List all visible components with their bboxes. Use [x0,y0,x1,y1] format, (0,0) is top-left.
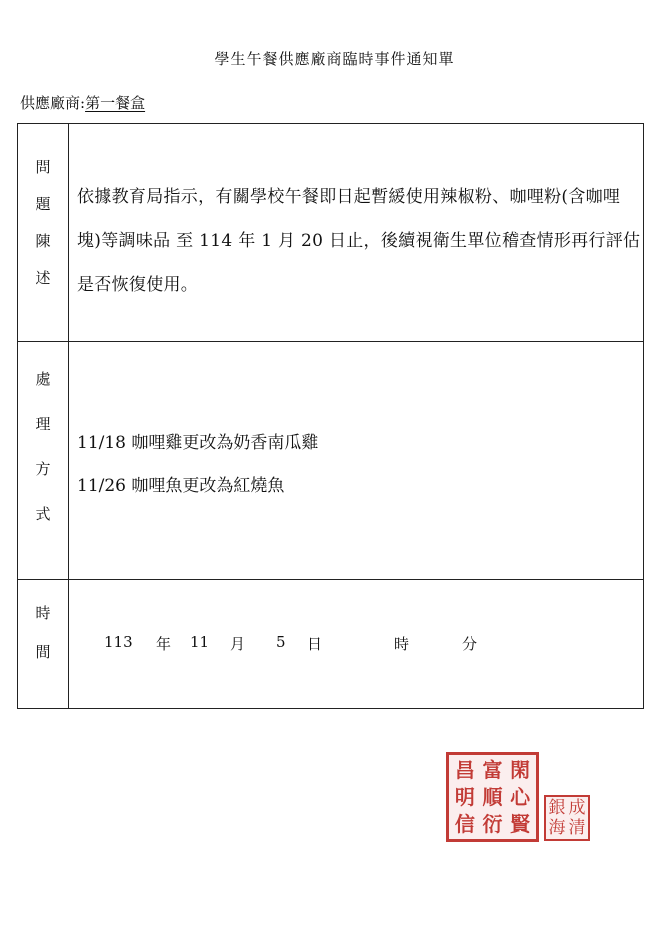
page-title: 學生午餐供應廠商臨時事件通知單 [214,50,455,68]
seal-char: 銀 [548,797,566,818]
seal-char: 成 [568,797,586,818]
problem-content-cell [69,124,643,341]
time-year: 113 [104,633,133,651]
handling-label-cell [18,342,69,579]
time-content-cell [69,580,643,708]
time-month: 11 [190,633,210,651]
time-hour-unit: 時 [394,635,410,653]
problem-label-cell [18,124,69,341]
supplier-label: 供應廠商: [20,94,86,112]
seal-char: 賢 [510,811,531,836]
handling-line: 11/26 咖哩魚更改為紅燒魚 [77,476,285,496]
seal-char: 清 [568,817,586,838]
supplier-name: 第一餐盒 [85,94,146,112]
seal-char: 海 [548,817,566,838]
seal-char: 衍 [482,811,503,836]
time-label-cell [18,580,69,708]
time-minute-unit: 分 [462,635,478,653]
notice-form-table [17,123,644,709]
handling-line: 11/18 咖哩雞更改為奶香南瓜雞 [77,433,319,453]
seal-char: 昌 [454,758,475,783]
problem-text: 依據教育局指示，有關學校午餐即日起暫緩使用辣椒粉、咖哩粉(含咖哩塊)等調味品 至 114 年 1 月 20 日止，後續視衛生單位稽查情形再行評估 是否恢復使用。 [77,187,641,295]
time-day-unit: 日 [307,635,323,653]
supplier-line [20,92,145,113]
handling-content-cell [69,342,643,579]
seal-char: 閑 [510,758,531,783]
time-row [18,580,643,708]
personal-seal [544,795,590,841]
handling-label: 處理方式 [33,370,52,551]
company-seal [446,752,539,842]
time-label: 時間 [33,605,52,683]
time-month-unit: 月 [230,635,246,653]
seal-char: 心 [510,784,531,809]
problem-row [18,124,643,342]
problem-label: 問題陳述 [33,158,52,307]
handling-row [18,342,643,580]
seal-char: 明 [454,784,475,809]
time-year-unit: 年 [156,635,172,653]
time-day: 5 [276,633,286,651]
seal-char: 富 [482,758,503,783]
seal-char: 信 [454,811,475,836]
seal-char: 順 [482,784,503,809]
